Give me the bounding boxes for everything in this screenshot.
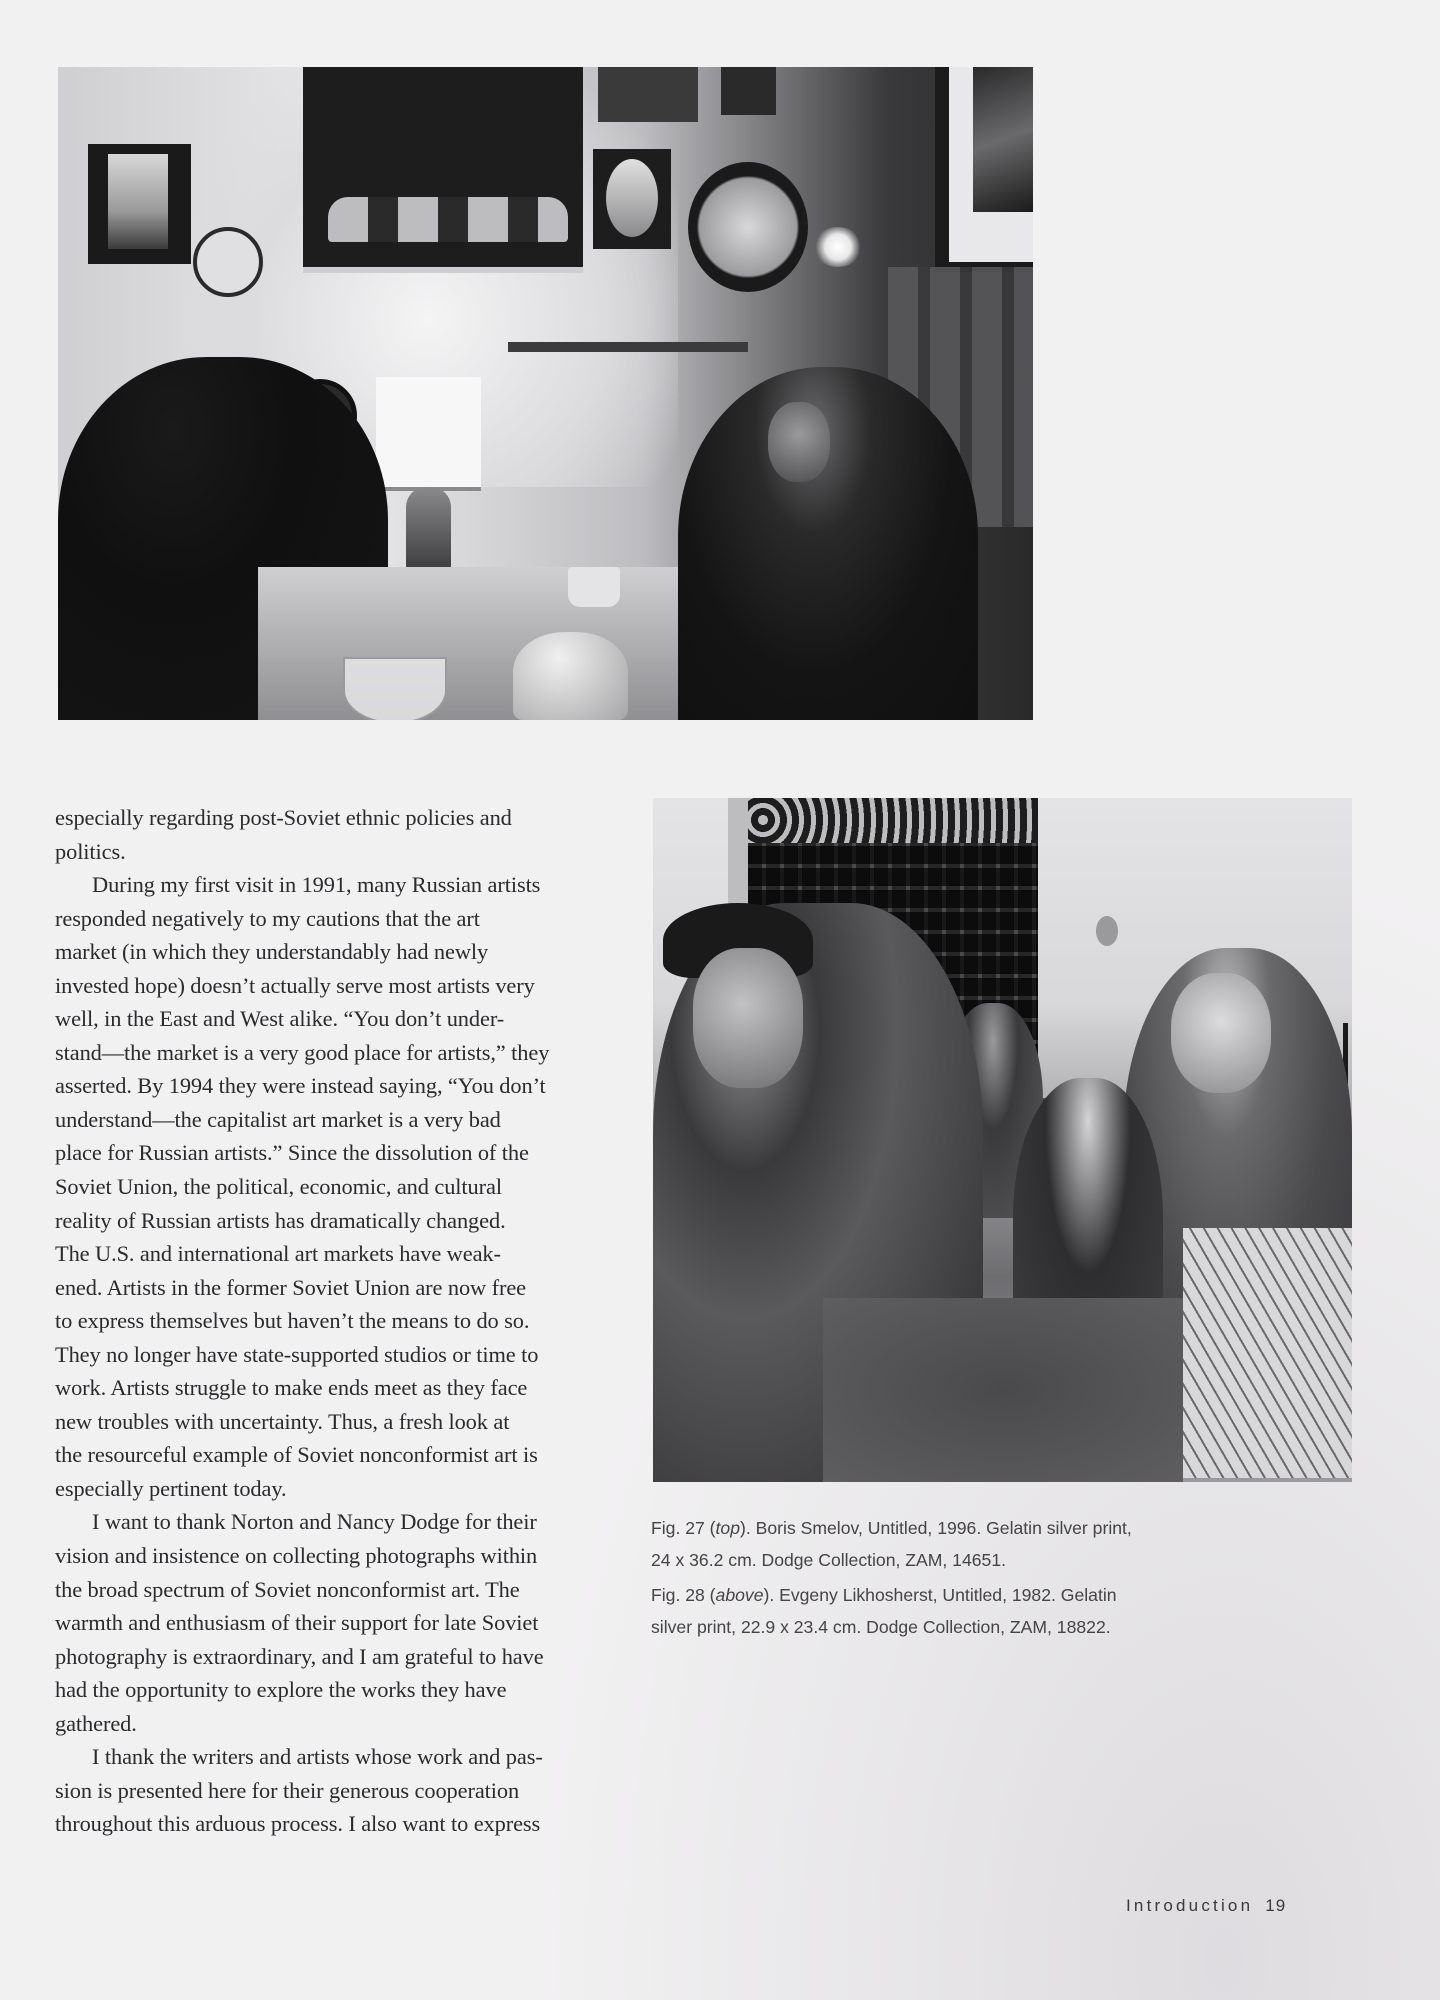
- teapot: [513, 632, 628, 720]
- body-line: the resourceful example of Soviet nonconformist art is: [55, 1442, 538, 1468]
- body-line: politics.: [55, 838, 126, 864]
- body-line: reality of Russian artists has dramatically changed.: [55, 1207, 506, 1233]
- caption-position: top: [715, 1518, 741, 1538]
- caption-fig-27: [651, 1512, 1211, 1577]
- round-mirror: [688, 162, 808, 292]
- man-face: [768, 402, 830, 482]
- bearded-man-right: [678, 367, 978, 720]
- running-section-title: Introduction: [1126, 1896, 1254, 1915]
- body-line: place for Russian artists.” Since the dissolution of the: [55, 1140, 529, 1166]
- body-line: The U.S. and international art markets have weak-: [55, 1241, 501, 1267]
- page-number: 19: [1265, 1896, 1287, 1915]
- oval-portrait-image: [606, 159, 658, 237]
- cup: [568, 567, 620, 607]
- framed-picture-right-image: [973, 67, 1033, 212]
- body-line: market (in which they understandably had newly: [55, 939, 489, 965]
- caption-text: ). Evgeny Likhosherst, Untitled, 1982. Gelatin: [763, 1585, 1117, 1605]
- body-line: well, in the East and West alike. “You don’t under-: [55, 1006, 505, 1032]
- wall-barometer: [193, 227, 263, 297]
- caption-line: [651, 1579, 1211, 1612]
- table-lamp-shade: [376, 377, 481, 491]
- body-line: especially regarding post-Soviet ethnic policies and: [55, 805, 512, 830]
- caption-line: [651, 1512, 1211, 1545]
- body-line: the broad spectrum of Soviet nonconformist art. The: [55, 1576, 520, 1602]
- figure-captions: [651, 1512, 1211, 1644]
- elderly-woman-face: [1171, 973, 1271, 1093]
- caption-prefix: Fig. 28 (: [651, 1585, 716, 1605]
- body-text: [55, 801, 615, 1841]
- rug-top-pattern: [748, 798, 1038, 843]
- body-line: warmth and enthusiasm of their support for late Soviet: [55, 1610, 539, 1636]
- caption-position: above: [715, 1585, 764, 1605]
- body-line: Soviet Union, the political, economic, and cultural: [55, 1174, 502, 1200]
- caption-fig-28: [651, 1579, 1211, 1644]
- wall-shelf: [303, 67, 583, 273]
- figure-27-photo: [58, 67, 1033, 720]
- caption-line: silver print, 22.9 x 23.4 cm. Dodge Collection, ZAM, 18822.: [651, 1617, 1111, 1637]
- body-line: understand—the capitalist art market is a very bad: [55, 1106, 501, 1132]
- small-shelf: [508, 342, 748, 352]
- glass-bowl: [343, 657, 447, 720]
- body-line: photography is extraordinary, and I am grateful to have: [55, 1643, 544, 1669]
- body-line: asserted. By 1994 they were instead saying, “You don’t: [55, 1073, 546, 1099]
- young-man-face: [693, 948, 803, 1088]
- body-line: stand—the market is a very good place for artists,” they: [55, 1039, 550, 1065]
- body-line: gathered.: [55, 1710, 137, 1736]
- body-line: sion is presented here for their generous cooperation: [55, 1777, 520, 1803]
- body-line-paragraph-start: I thank the writers and artists whose work and pas-: [92, 1744, 543, 1770]
- body-line: They no longer have state-supported studios or time to: [55, 1341, 539, 1367]
- page-folio: [1126, 1896, 1286, 1916]
- table: [258, 567, 698, 720]
- top-frame-1: [598, 67, 698, 122]
- tablecloth: [1183, 1228, 1352, 1478]
- body-line: ened. Artists in the former Soviet Union are now free: [55, 1274, 526, 1300]
- caption-prefix: Fig. 27 (: [651, 1518, 716, 1538]
- body-line: new troubles with uncertainty. Thus, a fresh look at: [55, 1408, 510, 1434]
- body-line-paragraph-start: I want to thank Norton and Nancy Dodge for their: [92, 1509, 537, 1535]
- body-line: vision and insistence on collecting photographs within: [55, 1543, 538, 1569]
- figure-28-photo: [653, 798, 1352, 1482]
- caption-text: ). Boris Smelov, Untitled, 1996. Gelatin silver print,: [740, 1518, 1132, 1538]
- body-line: responded negatively to my cautions that the art: [55, 905, 480, 931]
- wall-ornament: [1096, 916, 1118, 946]
- caption-line: 24 x 36.2 cm. Dodge Collection, ZAM, 14651.: [651, 1550, 1006, 1570]
- top-frame-2: [721, 67, 776, 115]
- body-line: especially pertinent today.: [55, 1475, 287, 1501]
- body-line: work. Artists struggle to make ends meet as they face: [55, 1375, 528, 1401]
- body-line: had the opportunity to explore the works they have: [55, 1677, 507, 1703]
- floor-rug: [823, 1298, 1183, 1482]
- portrait-left-image: [108, 154, 168, 249]
- body-line: to express themselves but haven’t the means to do so.: [55, 1308, 530, 1334]
- body-line-paragraph-start: During my first visit in 1991, many Russian artists: [92, 872, 541, 898]
- body-line: invested hope) doesn’t actually serve most artists very: [55, 972, 535, 998]
- shelf-shells: [328, 197, 568, 242]
- body-line: throughout this arduous process. I also want to express: [55, 1811, 541, 1837]
- wall-lamp: [813, 227, 863, 267]
